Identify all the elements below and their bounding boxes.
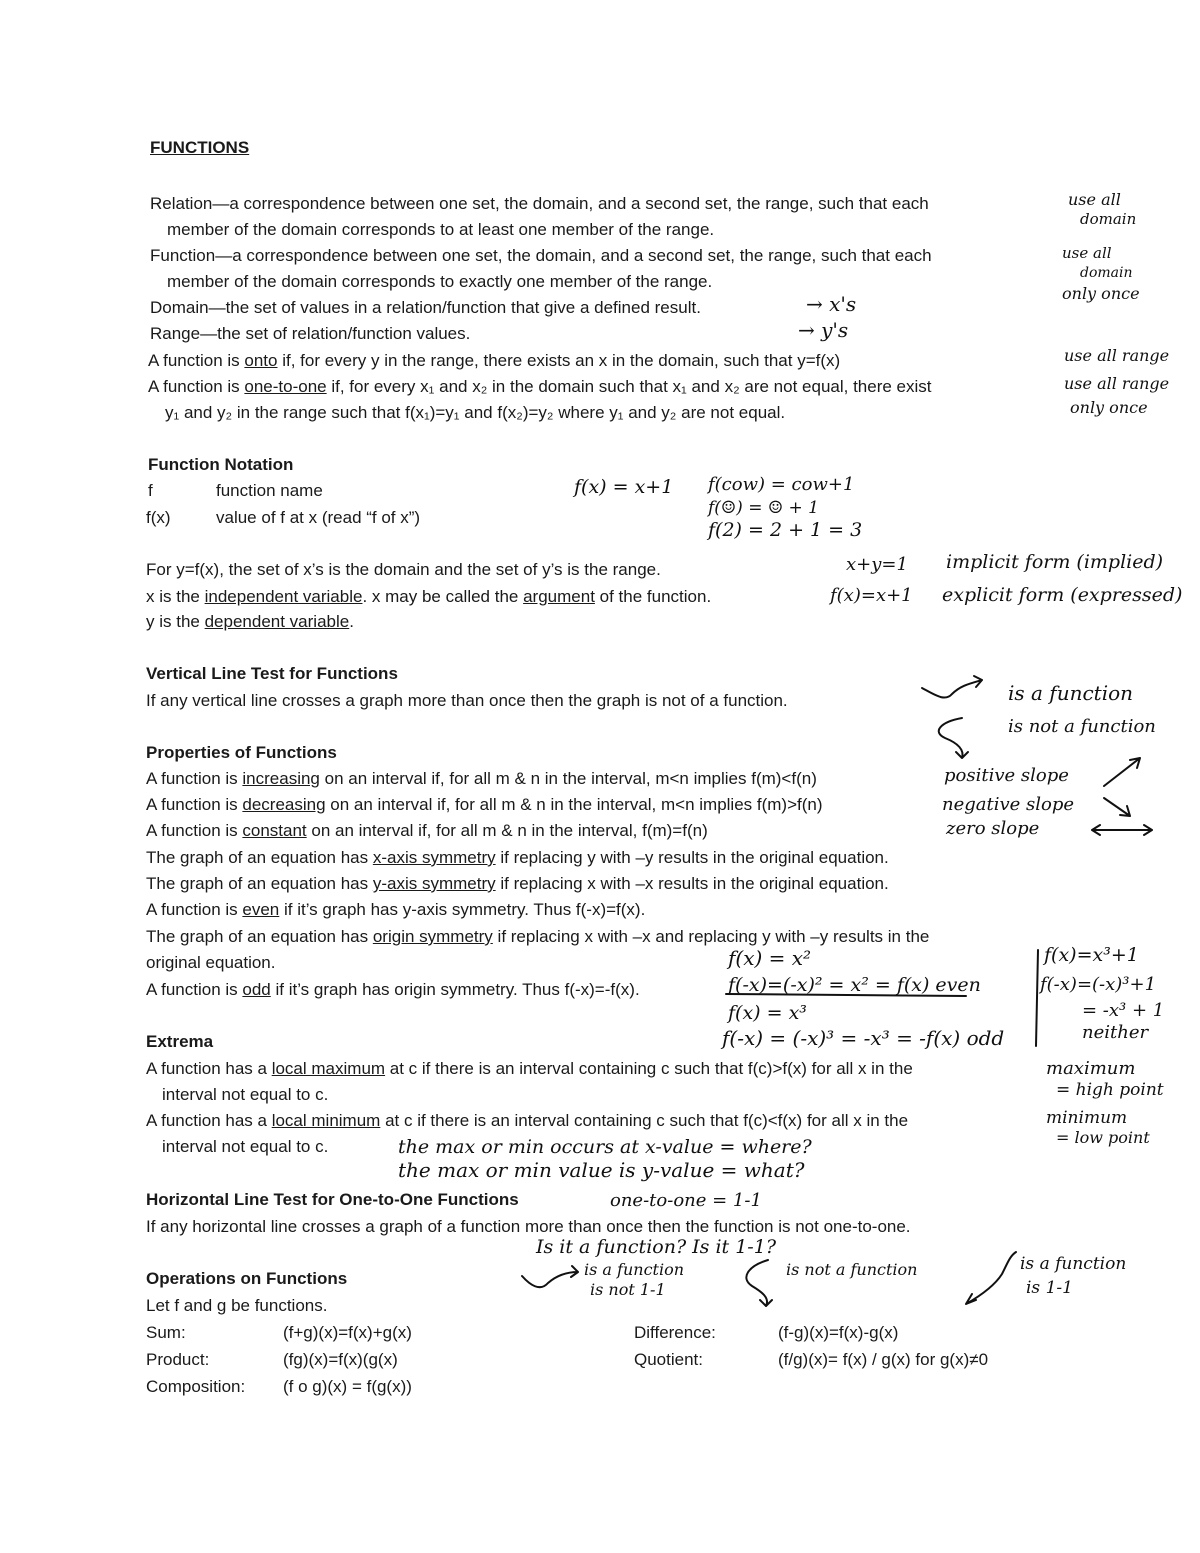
y-symmetry-line: The graph of an equation has y-axis symmetry if replacing x with –x results in the original equation. <box>146 874 889 893</box>
domain-definition: Domain—the set of values in a relation/function that give a defined result. <box>150 298 701 317</box>
hw-minimum: minimum <box>1046 1108 1128 1128</box>
hw-arrow-xs: → x's <box>806 292 857 316</box>
divider-line-right <box>1036 950 1038 1046</box>
constant-arrow-icon <box>1092 825 1152 835</box>
one-to-one-definition: A function is one-to-one if, for every x₁ and x₂ in the domain such that x₁ and x₂ are not equal, there exist <box>148 377 932 396</box>
hw-explicit: explicit form (expressed) <box>942 584 1183 606</box>
range-definition: Range—the set of relation/function values. <box>150 324 471 343</box>
onto-definition: A function is onto if, for every y in the range, there exists an x in the domain, such that y=f(x) <box>148 351 841 370</box>
graph2-sketch <box>746 1260 772 1306</box>
page-title: FUNCTIONS <box>150 138 250 157</box>
notation-heading: Function Notation <box>148 455 294 474</box>
hw-use-all-1: use all <box>1068 190 1121 209</box>
difference-label: Difference: <box>634 1323 716 1342</box>
extrema-heading: Extrema <box>146 1032 214 1051</box>
function-line-1: Function—a correspondence between one set, the domain, and a second set, the range, such that each <box>150 246 932 265</box>
hw-high-point: = high point <box>1056 1080 1164 1100</box>
notation-term-fx: f(x) <box>146 508 171 527</box>
hw-mx3p1: = -x³ + 1 <box>1082 1000 1165 1021</box>
hw-domain-2: domain <box>1080 265 1133 281</box>
hw-fcow: f(cow) = cow+1 <box>708 474 855 495</box>
notation-desc-fx: value of f at x (read “f of x”) <box>216 508 421 527</box>
origin-symmetry-line-2: original equation. <box>146 953 276 972</box>
quotient-label: Quotient: <box>634 1350 703 1369</box>
hw-fsmile: f(☺) = ☺ + 1 <box>708 498 819 518</box>
dependent-line: y is the dependent variable. <box>146 612 354 631</box>
difference-formula: (f-g)(x)=f(x)-g(x) <box>778 1323 899 1342</box>
properties-heading: Properties of Functions <box>146 743 337 762</box>
hw-implicit: implicit form (implied) <box>946 551 1164 573</box>
relation-line-2: member of the domain corresponds to at least one member of the range. <box>167 220 715 239</box>
hw-fx-x2: f(x) = x² <box>728 946 812 970</box>
sum-label: Sum: <box>146 1323 186 1342</box>
hw-arrow-ys: → y's <box>798 318 849 342</box>
hw-low-point: = low point <box>1056 1128 1150 1147</box>
operations-intro: Let f and g be functions. <box>146 1296 328 1315</box>
decreasing-line: A function is decreasing on an interval if, for all m & n in the interval, m<n implies f(m)>f(n) <box>146 795 823 814</box>
hw-fx-x1b: f(x)=x+1 <box>830 585 913 606</box>
increasing-arrow-icon <box>1104 758 1140 786</box>
composition-formula: (f o g)(x) = f(g(x)) <box>283 1377 412 1396</box>
hw-fx-x1: f(x) = x+1 <box>574 476 674 498</box>
constant-line: A function is constant on an interval if, for all m & n in the interval, f(m)=f(n) <box>146 821 708 840</box>
vlt-text: If any vertical line crosses a graph more than once then the graph is not of a function. <box>146 691 788 710</box>
hw-what: the max or min value is y-value = what? <box>398 1158 805 1182</box>
product-label: Product: <box>146 1350 210 1369</box>
function-line-2: member of the domain corresponds to exactly one member of the range. <box>167 272 713 291</box>
independent-line: x is the independent variable. x may be called the argument of the function. <box>146 587 712 606</box>
one-to-one-term: one-to-one <box>244 377 327 396</box>
product-formula: (fg)(x)=f(x)(g(x) <box>283 1350 398 1369</box>
hw-only-once-2: only once <box>1070 398 1148 417</box>
graph1-sketch <box>522 1266 578 1287</box>
hw-use-all-range-1: use all range <box>1064 346 1170 365</box>
local-max-line-2: interval not equal to c. <box>162 1085 329 1104</box>
hw-fx-x3: f(x) = x³ <box>728 1002 807 1024</box>
hw-where: the max or min occurs at x-value = where? <box>398 1136 812 1158</box>
even-line: A function is even if it’s graph has y-axis symmetry. Thus f(-x)=f(x). <box>146 900 646 919</box>
hw-f2: f(2) = 2 + 1 = 3 <box>708 519 863 541</box>
odd-line: A function is odd if it’s graph has origin symmetry. Thus f(-x)=-f(x). <box>146 980 640 999</box>
quotient-formula: (f/g)(x)= f(x) / g(x) for g(x)≠0 <box>778 1350 989 1369</box>
hw-fmx-x3p1: f(-x)=(-x)³+1 <box>1040 974 1157 995</box>
hw-use-all-range-2: use all range <box>1064 374 1170 393</box>
hw-is-function: is a function <box>1008 681 1134 705</box>
hw-negative-slope: negative slope <box>942 794 1075 815</box>
graph3-sketch <box>966 1252 1016 1304</box>
even-underline <box>726 994 966 996</box>
hw-fx-x3p1: f(x)=x³+1 <box>1044 944 1139 966</box>
composition-label: Composition: <box>146 1377 246 1396</box>
hw-odd-work: f(-x) = (-x)³ = -x³ = -f(x) odd <box>722 1026 1005 1050</box>
increasing-line: A function is increasing on an interval if, for all m & n in the interval, m<n implies f(m)<f(n) <box>146 769 817 788</box>
vlt-heading: Vertical Line Test for Functions <box>146 664 398 683</box>
origin-symmetry-line: The graph of an equation has origin symmetry if replacing x with –x and replacing y with –y results in the <box>146 927 930 946</box>
one-to-one-line-2: y₁ and y₂ in the range such that f(x₁)=y₁ and f(x₂)=y₂ where y₁ and y₂ are not equal. <box>165 403 786 422</box>
decreasing-arrow-icon <box>1104 798 1130 816</box>
hw-positive-slope: positive slope <box>944 765 1069 786</box>
hw-one-to-one: one-to-one = 1-1 <box>610 1190 762 1211</box>
local-max-line: A function has a local maximum at c if there is an interval containing c such that f(c)>f(x) for all x in the <box>146 1059 913 1078</box>
hw-maximum: maximum <box>1046 1058 1136 1079</box>
local-min-line: A function has a local minimum at c if there is an interval containing c such that f(c)<f(x) for all x in the <box>146 1111 909 1130</box>
sum-formula: (f+g)(x)=f(x)+g(x) <box>283 1323 412 1342</box>
hw-graph2: is not a function <box>786 1260 918 1279</box>
hw-neither: neither <box>1082 1022 1149 1043</box>
hw-domain-1: domain <box>1080 210 1137 228</box>
relation-line-1: Relation—a correspondence between one set, the domain, and a second set, the range, such that each <box>150 194 929 213</box>
notation-desc-f: function name <box>216 481 323 500</box>
notation-term-f: f <box>148 481 153 500</box>
hw-graph1-a: is a function <box>584 1260 685 1279</box>
local-min-line-2: interval not equal to c. <box>162 1137 329 1156</box>
graph-not-function-sketch <box>939 718 968 758</box>
hw-even-work: f(-x)=(-x)² = x² = f(x) even <box>728 974 981 996</box>
hw-graph3-b: is 1-1 <box>1026 1278 1073 1298</box>
hw-only-once-1: only once <box>1062 284 1140 303</box>
domain-range-line: For y=f(x), the set of x’s is the domain and the set of y’s is the range. <box>146 560 661 579</box>
hw-graph1-b: is not 1-1 <box>590 1280 666 1299</box>
hlt-text: If any horizontal line crosses a graph of a function more than once then the function is not one-to-one. <box>146 1217 911 1236</box>
hw-use-all-2: use all <box>1062 244 1112 262</box>
hw-is-it: Is it a function? Is it 1-1? <box>536 1236 777 1258</box>
hlt-heading: Horizontal Line Test for One-to-One Functions <box>146 1190 519 1209</box>
operations-heading: Operations on Functions <box>146 1269 348 1288</box>
graph-function-sketch <box>922 676 982 698</box>
x-symmetry-line: The graph of an equation has x-axis symmetry if replacing y with –y results in the original equation. <box>146 848 889 867</box>
hw-xy1: x+y=1 <box>846 554 908 575</box>
onto-term: onto <box>244 351 278 370</box>
hw-graph3-a: is a function <box>1020 1254 1127 1274</box>
hw-zero-slope: zero slope <box>946 818 1040 839</box>
hw-not-function: is not a function <box>1008 716 1156 737</box>
